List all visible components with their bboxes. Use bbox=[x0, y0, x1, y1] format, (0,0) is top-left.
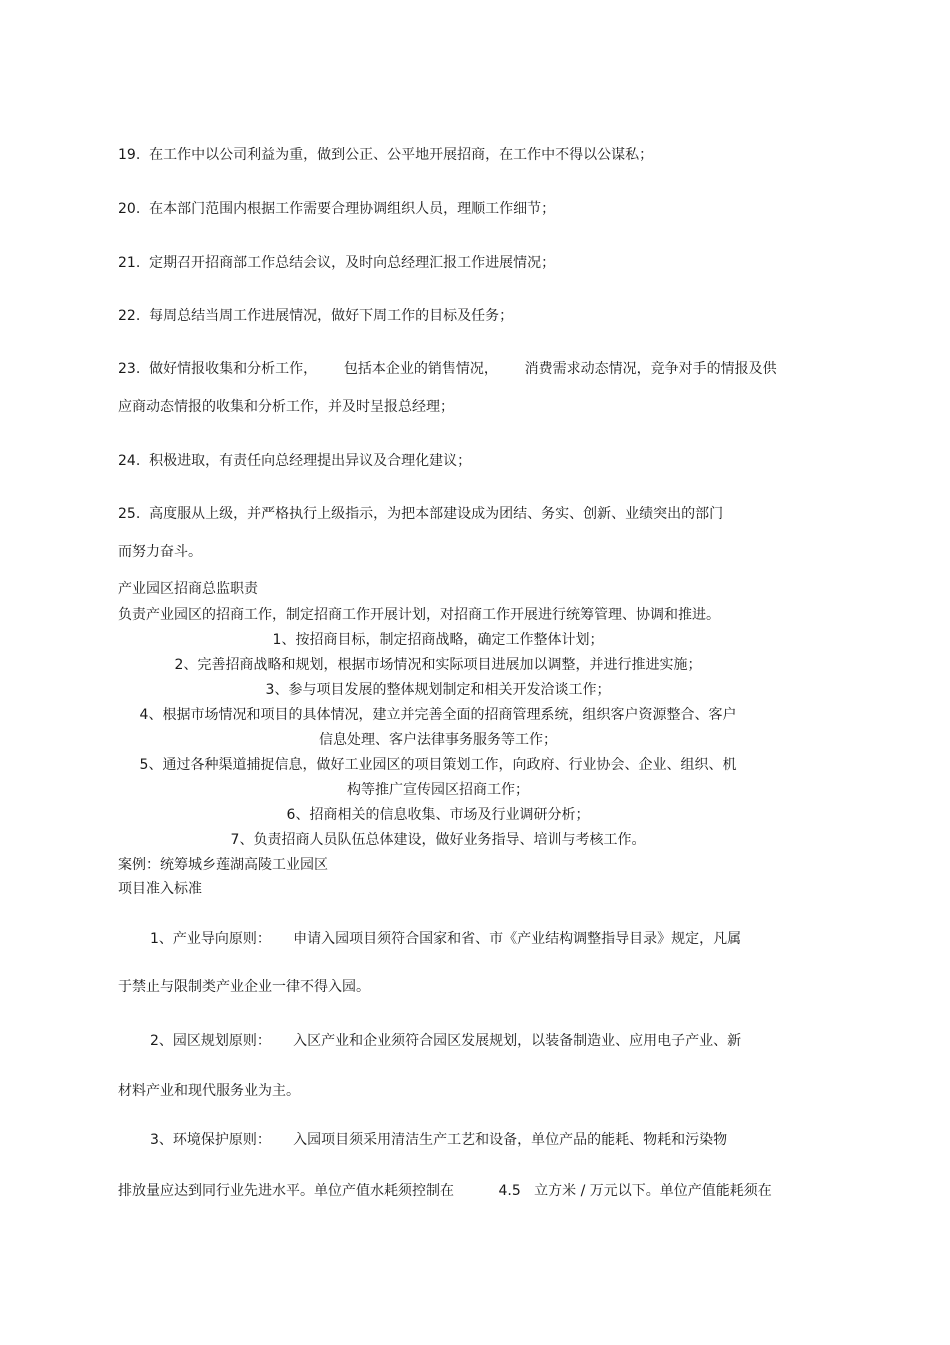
director-item-3: 3、参与项目发展的整体规划制定和相关开发洽谈工作； bbox=[265, 682, 611, 698]
standard-1-cont: 于禁止与限制类产业企业一律不得入园。 bbox=[118, 979, 370, 995]
standard-title: 项目准入标准 bbox=[118, 881, 202, 897]
duty-21: 21. 定期召开招商部工作总结会议，及时向总经理汇报工作进展情况； bbox=[118, 255, 556, 271]
duty-23-cont: 应商动态情报的收集和分析工作，并及时呈报总经理； bbox=[118, 399, 454, 415]
director-item-4: 4、根据市场情况和项目的具体情况，建立并完善全面的招商管理系统，组织客户资源整合、客户 bbox=[139, 707, 737, 723]
director-item-4-cont: 信息处理、客户法律事务服务等工作； bbox=[319, 732, 557, 748]
case-title: 案例：统筹城乡莲湖高陵工业园区 bbox=[118, 857, 328, 873]
standard-2: 2、园区规划原则： 入区产业和企业须符合园区发展规划，以装备制造业、应用电子产业、新 bbox=[150, 1033, 742, 1049]
director-item-5-cont: 构等推广宣传园区招商工作； bbox=[347, 782, 529, 798]
standard-3: 3、环境保护原则： 入园项目须采用清洁生产工艺和设备，单位产品的能耗、物耗和污染物 bbox=[150, 1132, 728, 1148]
standard-1: 1、产业导向原则： 申请入园项目须符合国家和省、市《产业结构调整指导目录》规定，凡属 bbox=[150, 931, 742, 947]
duty-20: 20. 在本部门范围内根据工作需要合理协调组织人员，理顺工作细节； bbox=[118, 201, 556, 217]
section-title: 产业园区招商总监职责 bbox=[118, 581, 258, 597]
duty-25-cont: 而努力奋斗。 bbox=[118, 544, 202, 560]
standard-3-cont: 排放量应达到同行业先进水平。单位产值水耗须控制在 4.5 立方米 / 万元以下。单位产值能耗须在 bbox=[118, 1183, 772, 1199]
director-item-7: 7、负责招商人员队伍总体建设，做好业务指导、培训与考核工作。 bbox=[230, 832, 646, 848]
duty-24: 24. 积极进取，有责任向总经理提出异议及合理化建议； bbox=[118, 453, 472, 469]
director-item-6: 6、招商相关的信息收集、市场及行业调研分析； bbox=[286, 807, 590, 823]
director-item-1: 1、按招商目标，制定招商战略，确定工作整体计划； bbox=[272, 632, 604, 648]
duty-19: 19. 在工作中以公司利益为重，做到公正、公平地开展招商，在工作中不得以公谋私； bbox=[118, 147, 654, 163]
duty-22: 22. 每周总结当周工作进展情况，做好下周工作的目标及任务； bbox=[118, 308, 514, 324]
director-item-5: 5、通过各种渠道捕捉信息，做好工业园区的项目策划工作，向政府、行业协会、企业、组织、机 bbox=[139, 757, 737, 773]
standard-2-cont: 材料产业和现代服务业为主。 bbox=[118, 1083, 300, 1099]
director-item-2: 2、完善招商战略和规划，根据市场情况和实际项目进展加以调整，并进行推进实施； bbox=[174, 657, 702, 673]
duty-25: 25. 高度服从上级，并严格执行上级指示，为把本部建设成为团结、务实、创新、业绩突出的部门 bbox=[118, 506, 724, 522]
section-summary: 负责产业园区的招商工作，制定招商工作开展计划，对招商工作开展进行统筹管理、协调和推进。 bbox=[118, 607, 720, 623]
duty-23: 23. 做好情报收集和分析工作， 包括本企业的销售情况， 消费需求动态情况，竞争对手的情报及供 bbox=[118, 361, 777, 377]
